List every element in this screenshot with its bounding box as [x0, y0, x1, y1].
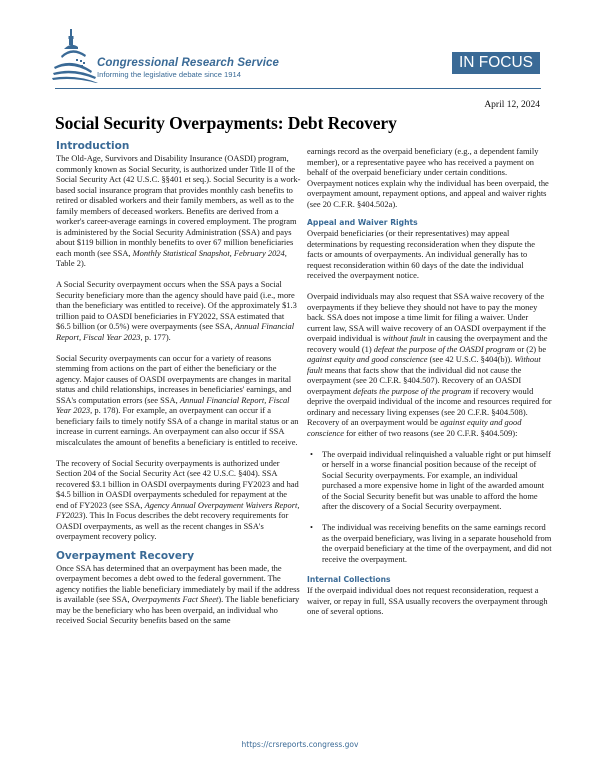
right-column	[307, 146, 552, 617]
left-column	[56, 140, 301, 626]
citation: Overpayments Fact Sheet	[131, 594, 219, 604]
header-divider	[55, 88, 541, 89]
brand-tagline: Informing the legislative debate since 1914	[97, 70, 241, 79]
text: , p. 177).	[140, 331, 171, 342]
internal-paragraph: If the overpaid individual does not request reconsideration, request a waiver, or repay in full, SSA usually recovers the overpayment through one of several options.	[307, 585, 548, 616]
text: ). The liable beneficiary may be the beneficiary who has been overpaid, an individual who received Social Security benefits based on the same	[56, 594, 300, 625]
list-item-text: The individual was receiving benefits on the same earnings record as the overpaid beneficiary, was living in a separate household from the overpaid beneficiary at the time of the overpayment, and did not receive the overpayment.	[322, 522, 552, 564]
bullet-icon: •	[310, 522, 313, 532]
appeal-paragraph-1: Overpaid beneficiaries (or their representatives) may appeal determinations by requesting reconsideration when they dispute the facts or amounts of overpayments. An individual generally has to request reconsideration within 60 days of the date the individual received the overpayment notice.	[307, 228, 535, 280]
text: Overpaid individuals may also request that SSA waive recovery of the overpayments if they believe they should not have to pay the money back. SSA does not impose a time limit for filing a waiver. Under current law, SSA will waive recovery of an OASDI overpayment if the overpaid individual is	[307, 291, 546, 343]
citation: Monthly Statistical Snapshot, February 2024	[132, 247, 285, 258]
list-item	[307, 449, 552, 512]
brand	[97, 57, 279, 79]
text: , Table 2).	[56, 247, 287, 268]
footer-url-link[interactable]: https://crsreports.congress.gov	[241, 740, 359, 749]
text: A Social Security overpayment occurs when the SSA pays a Social Security beneficiary more than the agency should have paid (i.e., more than the beneficiary was entitled to receive). Of the approximately $1.3 trillion paid to OASDI beneficiaries in FY2022, SSA estimated that $6.5 billion (or 0.5%) were overpayments (see SSA,	[56, 279, 297, 331]
subheading-internal-collections: Internal Collections	[307, 575, 391, 584]
term: without fault	[382, 333, 426, 343]
capitol-dome-logo-icon	[52, 27, 100, 83]
term: against equity and good conscience	[307, 417, 522, 438]
citation: Annual Financial Report, Fiscal Year 2023	[56, 394, 290, 415]
term: Without fault	[307, 354, 541, 375]
intro-paragraph-3	[56, 353, 301, 448]
citation: Agency Annual Overpayment Waivers Report, FY2023	[56, 499, 300, 520]
intro-paragraph-2	[56, 279, 301, 342]
text: ). This In Focus describes the debt recovery requirements for OASDI overpayments, as well as the recent changes in SSA's overpayment recovery policy.	[56, 510, 289, 541]
text: , p. 178). For example, an overpayment can occur if a beneficiary fails to timely notify SSA of a change in marital status or an increase in current earnings. An overpayment can also occur if SSA miscalculates the amount of benefits a beneficiary is entitled to receive.	[56, 405, 299, 447]
text: if recovery would deprive the overpaid individual of the income and resources required for ordinary and necessary living expenses (see 20 C.F.R. §404.508). Recovery of an overpayment would be	[307, 385, 552, 427]
recovery-paragraph-1	[56, 563, 301, 626]
text: means that facts show that the individual did not cause the overpayment (see 20 C.F.R. §404.507). Recovery of an OASDI overpayment	[307, 364, 522, 396]
list-item	[307, 522, 552, 564]
text: Social Security overpayments can occur for a variety of reasons stemming from actions on the part of either the beneficiary or the agency. Major causes of OASDI overpayments are changes in marital status and child relationships, increases in beneficiaries' earnings, and SSA's computation errors (see SSA,	[56, 352, 292, 405]
text: Once SSA has determined that an overpayment has been made, the overpayment becomes a debt owed to the federal government. The agency notifies the liable beneficiary immediately by mail if the address is available (see SSA,	[56, 562, 300, 604]
report-header	[0, 0, 600, 100]
appeal-paragraph-2	[307, 291, 552, 438]
intro-paragraph-4	[56, 458, 301, 542]
bullet-icon: •	[310, 448, 313, 459]
text: or (2) be	[515, 343, 547, 354]
brand-name: Congressional Research Service	[97, 57, 279, 69]
section-heading-overpayment-recovery: Overpayment Recovery	[56, 549, 195, 562]
term: defeat the purpose of the OASDI program	[373, 343, 516, 354]
list-item-text: The overpaid individual relinquished a valuable right or put himself or herself in a worse financial position because of the receipt of Social Security overpayments. For example, an individual purchased a more expensive home in light of the awarded amount of the Social Security benefit but was unable to afford the home after the discovery of a Social Security overpayment.	[322, 448, 551, 511]
in-focus-badge: IN FOCUS	[452, 52, 540, 74]
citation: Annual Financial Report, Fiscal Year 2023	[56, 321, 295, 342]
continued-paragraph: earnings record as the overpaid beneficiary (e.g., a dependent family member), or a representative payee who has received a payment on behalf of the overpaid beneficiary under certain conditions. Overpayment notices explain why the individual has been overpaid, the overpayment amount, repayment options, and appeal and waiver rights (see 20 C.F.R. §404.502a).	[307, 146, 549, 209]
publication-date: April 12, 2024	[484, 100, 540, 110]
intro-paragraph-1	[56, 153, 301, 269]
text: in causing the overpayment and the recovery would (1)	[307, 333, 548, 354]
text: The recovery of Social Security overpayments is authorized under Section 204 of the Social Security Act (see 42 U.S.C. §404). SSA recovered $3.1 billion in OASDI overpayments during FY2023 and had $4.5 billion in OASDI overpayments scheduled for repayment at the end of FY2023 (see SSA,	[56, 457, 299, 510]
term: against equity and good conscience	[307, 354, 428, 364]
text: for either of two reasons (see 20 C.F.R. §404.509):	[344, 427, 518, 438]
term: defeats the purpose of the program	[353, 385, 472, 396]
waiver-reasons-list	[307, 449, 552, 565]
text: (see 42 U.S.C. §404(b)).	[427, 354, 515, 364]
page-title: Social Security Overpayments: Debt Recovery	[55, 113, 397, 133]
subheading-appeal-waiver-rights: Appeal and Waiver Rights	[307, 218, 418, 227]
section-heading-introduction: Introduction	[56, 140, 130, 152]
text: The Old-Age, Survivors and Disability Insurance (OASDI) program, commonly known as Social Security, is authorized under Title II of the Social Security Act (42 U.S.C. §§401 et seq.). Social Security is a work-based social insurance program that provides monthly cash benefits to retired or disabled workers and their family members, as well as to the family members of deceased workers. Benefits are derived from a worker's career-average earnings in covered employment. The program is administered by the Social Security Administration (SSA) and pays about $119 billion in monthly benefits to over 67 million beneficiaries each month (see SSA,	[56, 153, 301, 258]
